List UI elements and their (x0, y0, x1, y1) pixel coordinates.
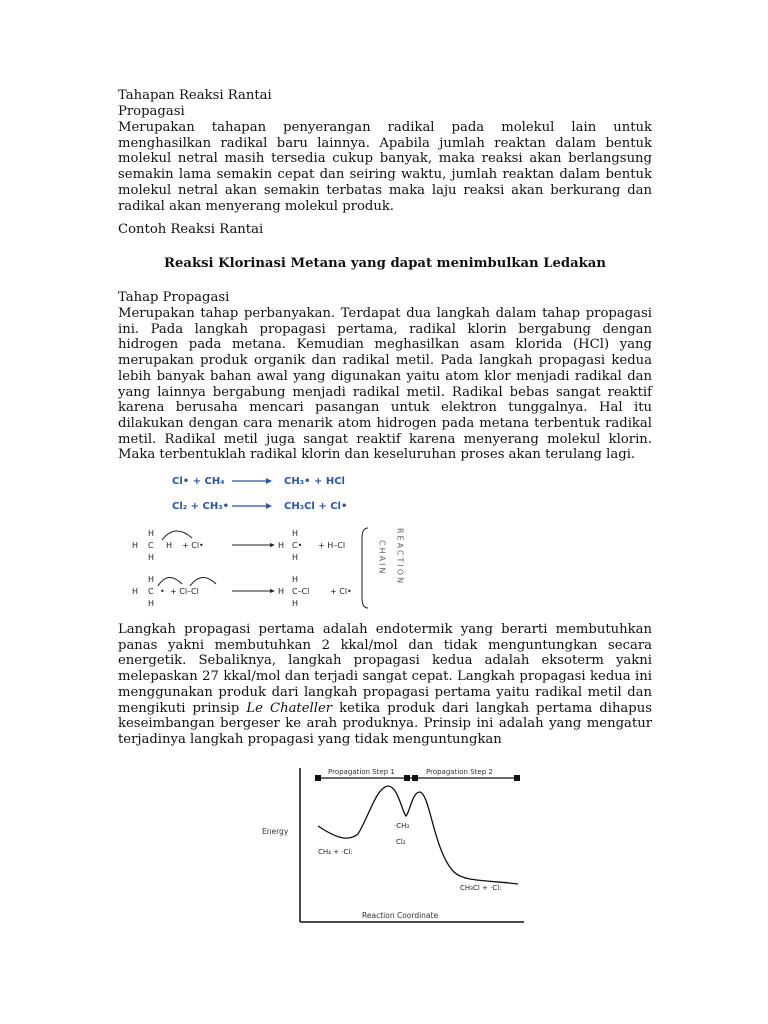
svg-text:C: C (148, 587, 154, 596)
paragraph-propagation-stage: Merupakan tahap perbanyakan. Terdapat dua langkah dalam tahap propagasi ini. Pada langkah propagasi pertama, radikal klorin bergabung dengan hidrogen pada metana. Kemudian meghasilkan asam klorida (HCl) yang merupakan produk organik dan radikal metil. Pada langkah propagasi kedua lebih banyak bahan awal yang digunakan yaitu atom klor menjadi radikal dan yang lainnya bergabung menjadi radikal metil. Radikal bebas sangat reaktif karena berusaha mencari pasangan untuk elektron tunggalnya. Hal itu dilakukan dengan cara menarik atom hidrogen pada metana terbentuk radikal metil. Radikal metil juga sangat reaktif karena menyerang molekul klorin. Maka terbentuklah radikal klorin dan keseluruhan proses akan terulang lagi. (118, 306, 652, 463)
svg-text:H: H (132, 587, 139, 596)
heading-example: Contoh Reaksi Rantai (118, 222, 264, 237)
energy-diagram (258, 764, 534, 930)
svg-text:H: H (292, 529, 299, 538)
svg-text:•: • (160, 587, 165, 596)
intermediate-2-label: Cl₂ (396, 838, 406, 846)
intermediate-1-label: ·CH₃ (394, 822, 410, 830)
svg-text:H: H (278, 587, 285, 596)
svg-text:H: H (292, 599, 299, 608)
le-chateller: Le Chateller (246, 700, 333, 716)
svg-text:+ H–Cl: + H–Cl (318, 541, 346, 550)
section-title: Reaksi Klorinasi Metana yang dapat menimbulkan Ledakan (164, 256, 606, 271)
svg-text:H: H (148, 599, 155, 608)
y-axis-label: Energy (262, 827, 289, 836)
svg-text:H: H (148, 575, 155, 584)
structural-equations (132, 528, 368, 608)
svg-text:C–Cl: C–Cl (292, 587, 310, 596)
eq1-right: CH₃• + HCl (284, 476, 345, 487)
eq2-right: CH₃Cl + Cl• (284, 501, 348, 512)
svg-text:H: H (148, 553, 155, 562)
chain-reaction-figure (120, 468, 420, 616)
heading-propagation-stage: Tahap Propagasi (118, 290, 230, 305)
svg-text:H: H (292, 575, 299, 584)
step1-label: Propagation Step 1 (328, 768, 395, 776)
paragraph-energetics (118, 622, 652, 748)
svg-text:+ Cl•: + Cl• (182, 541, 204, 550)
svg-text:H: H (166, 541, 173, 550)
svg-text:H: H (132, 541, 139, 550)
side-label-chain: CHAIN (377, 540, 387, 576)
paragraph-propagation-definition: Merupakan tahapan penyerangan radikal pada molekul lain untuk menghasilkan radikal baru lainnya. Apabila jumlah reaktan dalam bentuk molekul netral masih tersedia cukup banyak, maka reaksi akan berlangsung semakin lama semakin cepat dan seiring waktu, jumlah reaktan dalam bentuk molekul netral akan semakin terbatas maka laju reaksi akan berkurang dan radikal akan menyerang molekul produk. (118, 120, 652, 214)
eq2-left: Cl₂ + CH₃• (172, 501, 229, 512)
x-axis-label: Reaction Coordinate (362, 911, 439, 920)
reactants-label: CH₄ + ·Cl: (318, 848, 353, 856)
heading-propagation: Propagasi (118, 104, 185, 119)
products-label: CH₃Cl + ·Cl: (460, 884, 502, 892)
step2-label: Propagation Step 2 (426, 768, 493, 776)
svg-text:+ Cl•: + Cl• (330, 587, 352, 596)
svg-text:H: H (278, 541, 285, 550)
svg-text:C: C (148, 541, 154, 550)
paragraph-energetics-a: Langkah propagasi pertama adalah endotermik yang berarti membutuhkan panas yakni membutuhkan 2 kkal/mol dan tidak menguntungkan secara energetik. Sebaliknya, langkah propagasi kedua adalah eksoterm yakni melepaskan 27 kkal/mol dan terjadi sangat cepat. Langkah propagasi kedua ini menggunakan produk dari langkah propagasi pertama yaitu radikal metil dan mengikuti prinsip (118, 622, 652, 716)
svg-text:C•: C• (292, 541, 303, 550)
paragraph-energetics-b: ketika produk dari langkah pertama dihapus keseimbangan bergeser ke arah produknya. Prinsip ini adalah yang mengatur terjadinya langkah propagasi yang tidak menguntungkan (118, 700, 652, 747)
eq1-left: Cl• + CH₄ (172, 476, 225, 487)
svg-text:+ Cl–Cl: + Cl–Cl (170, 587, 199, 596)
svg-text:H: H (148, 529, 155, 538)
side-label-reaction: REACTION (395, 528, 405, 586)
heading-chain-reaction-stages: Tahapan Reaksi Rantai (118, 88, 272, 103)
svg-text:H: H (292, 553, 299, 562)
energy-curve (318, 786, 518, 884)
